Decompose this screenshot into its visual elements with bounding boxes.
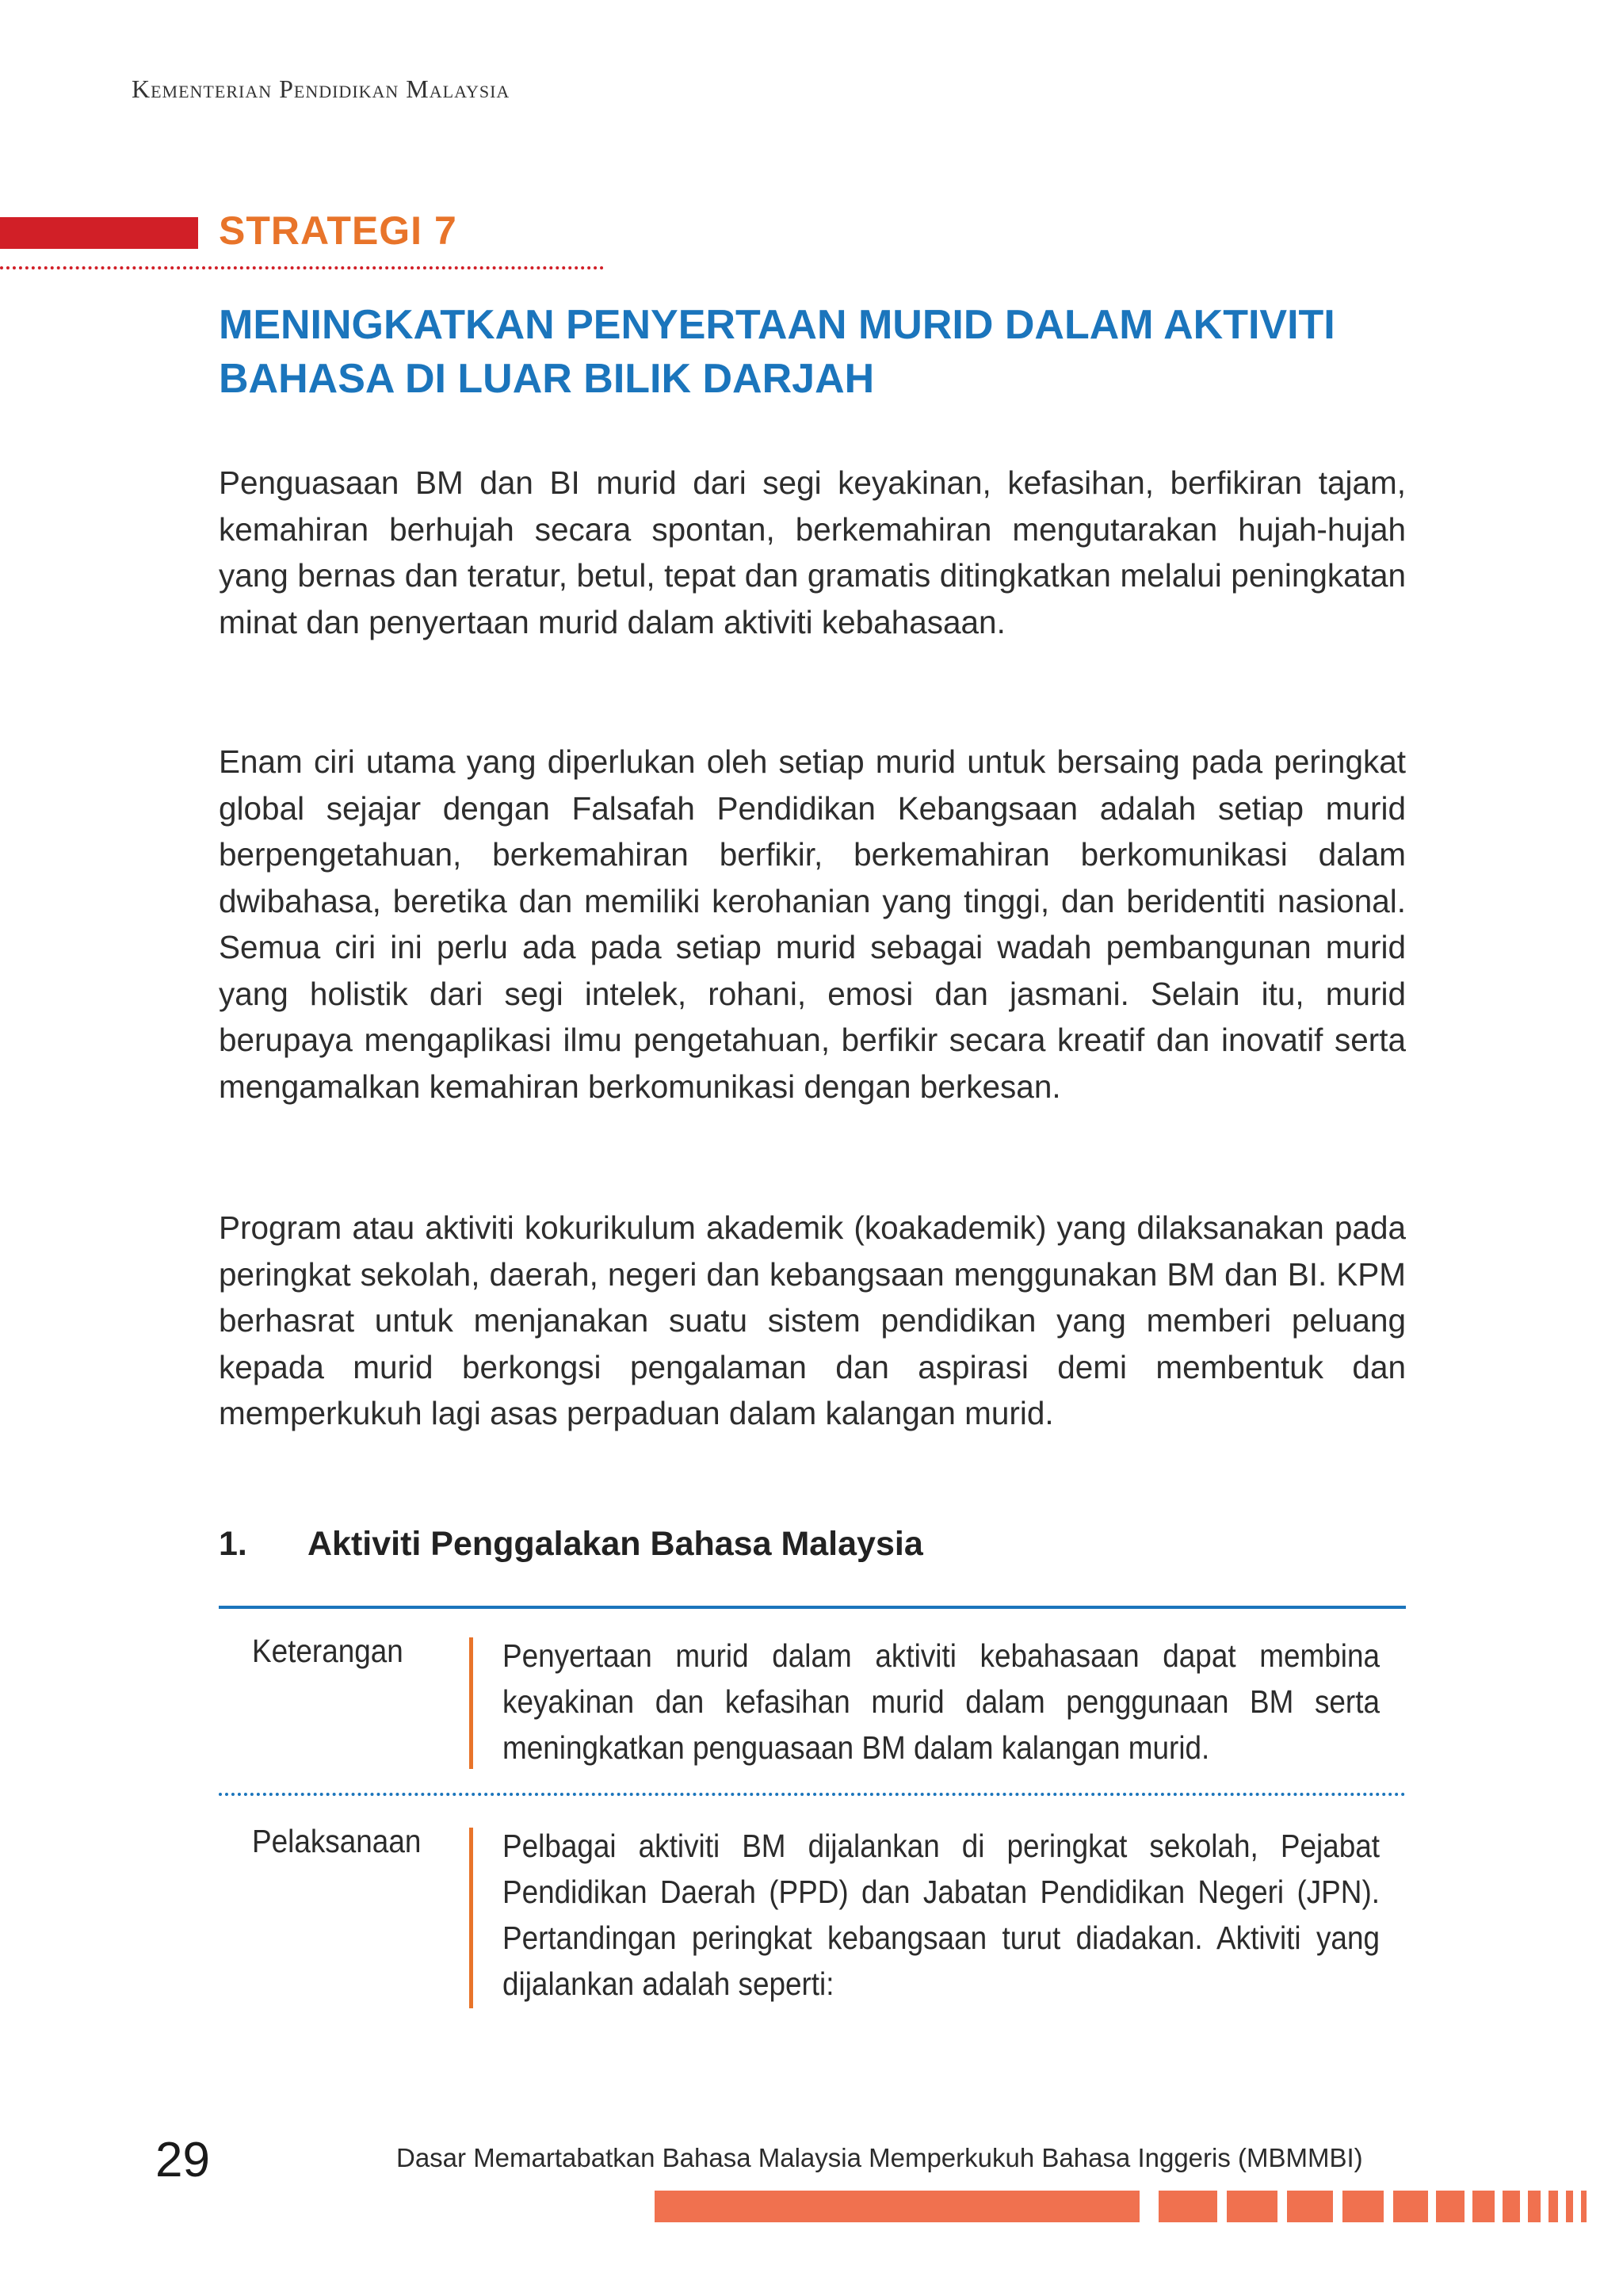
row-label-pelaksanaan: Pelaksanaan	[252, 1823, 422, 1859]
table-dotted-divider	[219, 1793, 1406, 1796]
page-title: MENINGKATKAN PENYERTAAN MURID DALAM AKTIVITI BAHASA DI LUAR BILIK DARJAH	[219, 302, 1335, 402]
strategy-label: STRATEGI 7	[219, 208, 457, 253]
paragraph-3: Program atau aktiviti kokurikulum akademik (koakademik) yang dilaksanakan pada peringkat sekolah, daerah, negeri dan kebangsaan menggunakan BM dan BI. KPM berhasrat untuk menjanakan suatu sistem pendidikan yang memberi peluang kepada murid berkongsi pengalaman dan aspirasi demi membentuk dan memperkukuh lagi asas perpaduan dalam kalangan murid.	[219, 1209, 1406, 1431]
paragraph-2: Enam ciri utama yang diperlukan oleh setiap murid untuk bersaing pada peringkat global sejajar dengan Falsafah Pendidikan Kebangsaan adalah setiap murid berpengetahuan, berkemahiran berfikir, berkemahiran berkomunikasi dalam dwibahasa, beretika dan memiliki kerohanian yang tinggi, dan beridentiti nasional. Semua ciri ini perlu ada pada setiap murid sebagai wadah pembangunan murid yang holistik dari segi intelek, rohani, emosi dan jasmani. Selain itu, murid berupaya mengaplikasi ilmu pengetahuan, berfikir secara kreatif dan inovatif serta mengamalkan kemahiran berkomunikasi dengan berkesan.	[219, 743, 1406, 1105]
footer-bar-segment	[1393, 2191, 1428, 2222]
footer-bar-segment	[1159, 2191, 1217, 2222]
row-text-keterangan: Penyertaan murid dalam aktiviti kebahasaan dapat membina keyakinan dan kefasihan murid dalam penggunaan BM serta meningkatkan penguasaan BM dalam kalangan murid.	[502, 1637, 1380, 1766]
page-number: 29	[155, 2133, 210, 2187]
footer-bar-segment	[1342, 2191, 1384, 2222]
footer-title: Dasar Memartabatkan Bahasa Malaysia Memperkukuh Bahasa Inggeris (MBMMBI)	[396, 2143, 1363, 2172]
paragraph-1: Penguasaan BM dan BI murid dari segi keyakinan, kefasihan, berfikiran tajam, kemahiran berhujah secara spontan, berkemahiran mengutarakan hujah-hujah yang bernas dan teratur, betul, tepat dan gramatis ditingkatkan melalui peningkatan minat dan penyertaan murid dalam aktiviti kebahasaan.	[219, 464, 1406, 640]
row-divider-line	[469, 1828, 473, 2008]
row-divider-line	[469, 1637, 473, 1769]
footer-bar-segment	[1581, 2191, 1587, 2222]
strategy-red-bar	[0, 217, 198, 249]
footer-bar-segment	[1503, 2191, 1520, 2222]
section-heading	[219, 1525, 923, 1564]
footer-bar-segment	[1436, 2191, 1465, 2222]
footer-bar-segment	[1549, 2191, 1558, 2222]
footer-decorative-bar	[0, 2191, 1623, 2222]
footer-bar-segment	[1227, 2191, 1277, 2222]
row-text-pelaksanaan: Pelbagai aktiviti BM dijalankan di peringkat sekolah, Pejabat Pendidikan Daerah (PPD) dan Jabatan Pendidikan Negeri (JPN). Pertandingan peringkat kebangsaan turut diadakan. Aktiviti yang dijalankan adalah seperti:	[502, 1828, 1380, 2002]
ministry-header: Kementerian Pendidikan Malaysia	[132, 74, 510, 103]
footer-bar-segment	[655, 2191, 1140, 2222]
footer-bar-segment	[1472, 2191, 1495, 2222]
section-title: Aktiviti Penggalakan Bahasa Malaysia	[307, 1525, 923, 1563]
table-top-rule	[219, 1606, 1406, 1609]
section-number: 1.	[219, 1525, 247, 1563]
footer-bar-segment	[1528, 2191, 1541, 2222]
strategy-dotted-divider	[0, 266, 604, 269]
row-label-keterangan: Keterangan	[252, 1633, 403, 1669]
footer-bar-segment	[1287, 2191, 1333, 2222]
footer-bar-segment	[1566, 2191, 1573, 2222]
